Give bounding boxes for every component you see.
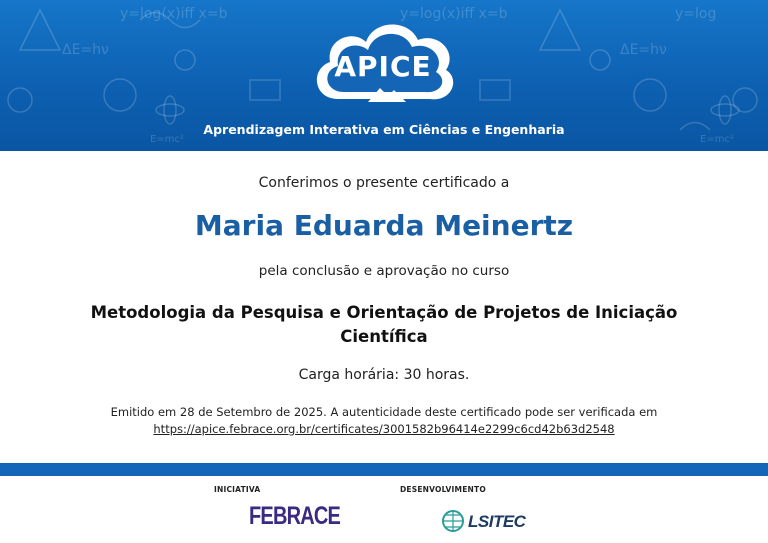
lsitec-logo: LSITEC: [468, 512, 526, 531]
initiative-label: INICIATIVA: [214, 485, 261, 494]
intro-text: Conferimos o presente certificado a: [258, 175, 510, 191]
certificate-footer: [0, 476, 768, 543]
formula-decoration: y=log(x)iff x=b: [120, 6, 228, 22]
certificate-header: [0, 0, 768, 151]
certificate-body: [0, 151, 768, 463]
completion-text: pela conclusão e aprovação no curso: [258, 263, 510, 279]
formula-decoration: E=mc²: [700, 134, 734, 145]
developer-label: DESENVOLVIMENTO: [400, 485, 486, 494]
formula-decoration: y=log(x)iff x=b: [400, 6, 508, 22]
header-tagline: Aprendizagem Interativa em Ciências e Engenharia: [203, 122, 565, 137]
formula-decoration: ΔE=hν: [620, 42, 667, 58]
footer-divider: [0, 463, 768, 476]
formula-decoration: ΔE=hν: [62, 42, 109, 58]
formula-decoration: E=mc²: [150, 134, 184, 145]
formula-decoration: y=log: [675, 6, 717, 22]
recipient-name: Maria Eduarda Meinertz: [194, 209, 574, 242]
apice-logo: [308, 14, 458, 114]
lsitec-globe-icon: [440, 510, 466, 532]
febrace-logo: FEBRACE: [249, 502, 341, 530]
course-title: Metodologia da Pesquisa e Orientação de Projetos de Iniciação Científica: [90, 303, 678, 346]
logo-text: APICE: [334, 50, 432, 83]
verification-link[interactable]: https://apice.febrace.org.br/certificates/3001582b96414e2299c6cd42b63d2548: [153, 422, 615, 436]
issued-text: Emitido em 28 de Setembro de 2025. A autenticidade deste certificado pode ser verificada em: [110, 405, 658, 419]
course-hours: Carga horária: 30 horas.: [298, 367, 470, 383]
